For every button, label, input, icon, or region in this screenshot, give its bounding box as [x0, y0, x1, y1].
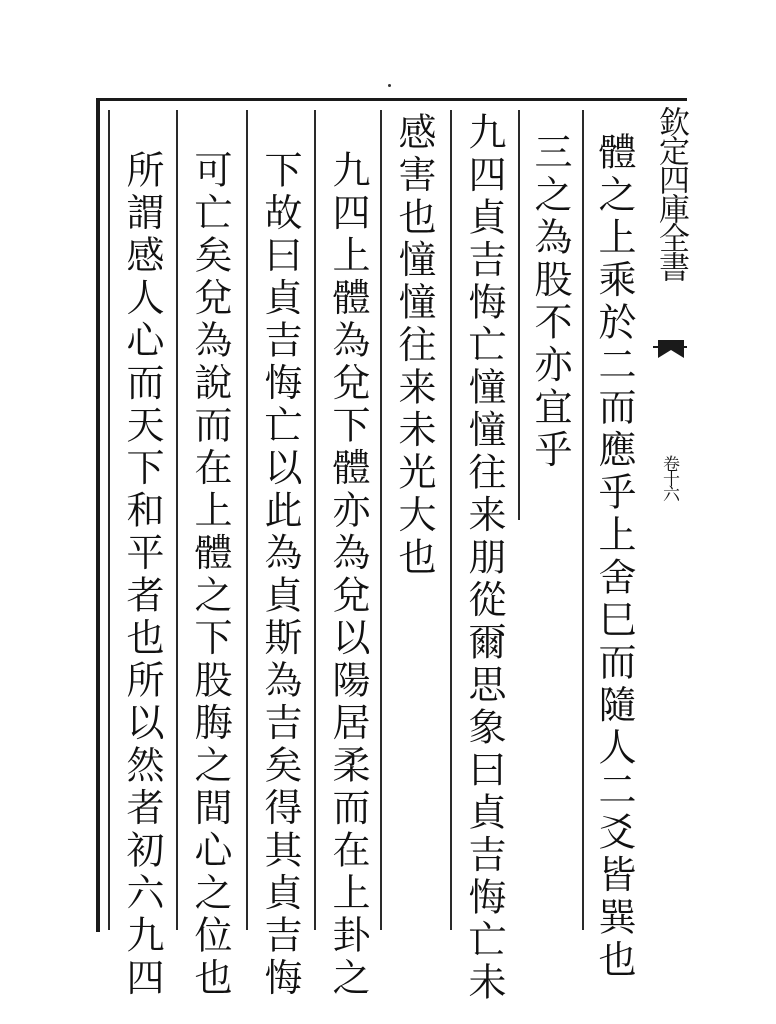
column-rule	[176, 110, 178, 930]
column-rule	[314, 110, 316, 930]
book-title: 欽定四庫全書	[653, 106, 689, 280]
column-rule	[380, 110, 382, 930]
page-frame	[96, 98, 656, 932]
text-column: 所謂感人心而天下和平者也所以然者初六九四	[120, 150, 164, 1000]
text-column: 可亡矣兌為說而在上體之下股脢之間心之位也	[188, 150, 232, 1000]
text-column: 九四貞吉悔亡憧憧往来朋從爾思象曰貞吉悔亡未	[462, 112, 506, 1005]
column-rule	[518, 110, 520, 520]
text-column: 感害也憧憧往来未光大也	[392, 112, 436, 580]
text-column: 九四上體為兌下體亦為兌以陽居柔而在上卦之	[326, 150, 370, 1000]
text-column: 下故曰貞吉悔亡以此為貞斯為吉矣得其貞吉悔	[258, 150, 302, 1000]
volume-label: 卷十六	[659, 455, 679, 500]
fish-tail-mark	[658, 340, 684, 370]
ink-speck	[388, 84, 391, 87]
column-rule	[108, 110, 110, 930]
column-rule	[246, 110, 248, 930]
text-column: 三之為股不亦宜乎	[528, 132, 572, 472]
column-rule	[582, 110, 584, 930]
column-rule	[450, 110, 452, 930]
text-column: 體之上乘於二而應乎上舍巳而隨人二爻皆巽也	[592, 132, 636, 982]
